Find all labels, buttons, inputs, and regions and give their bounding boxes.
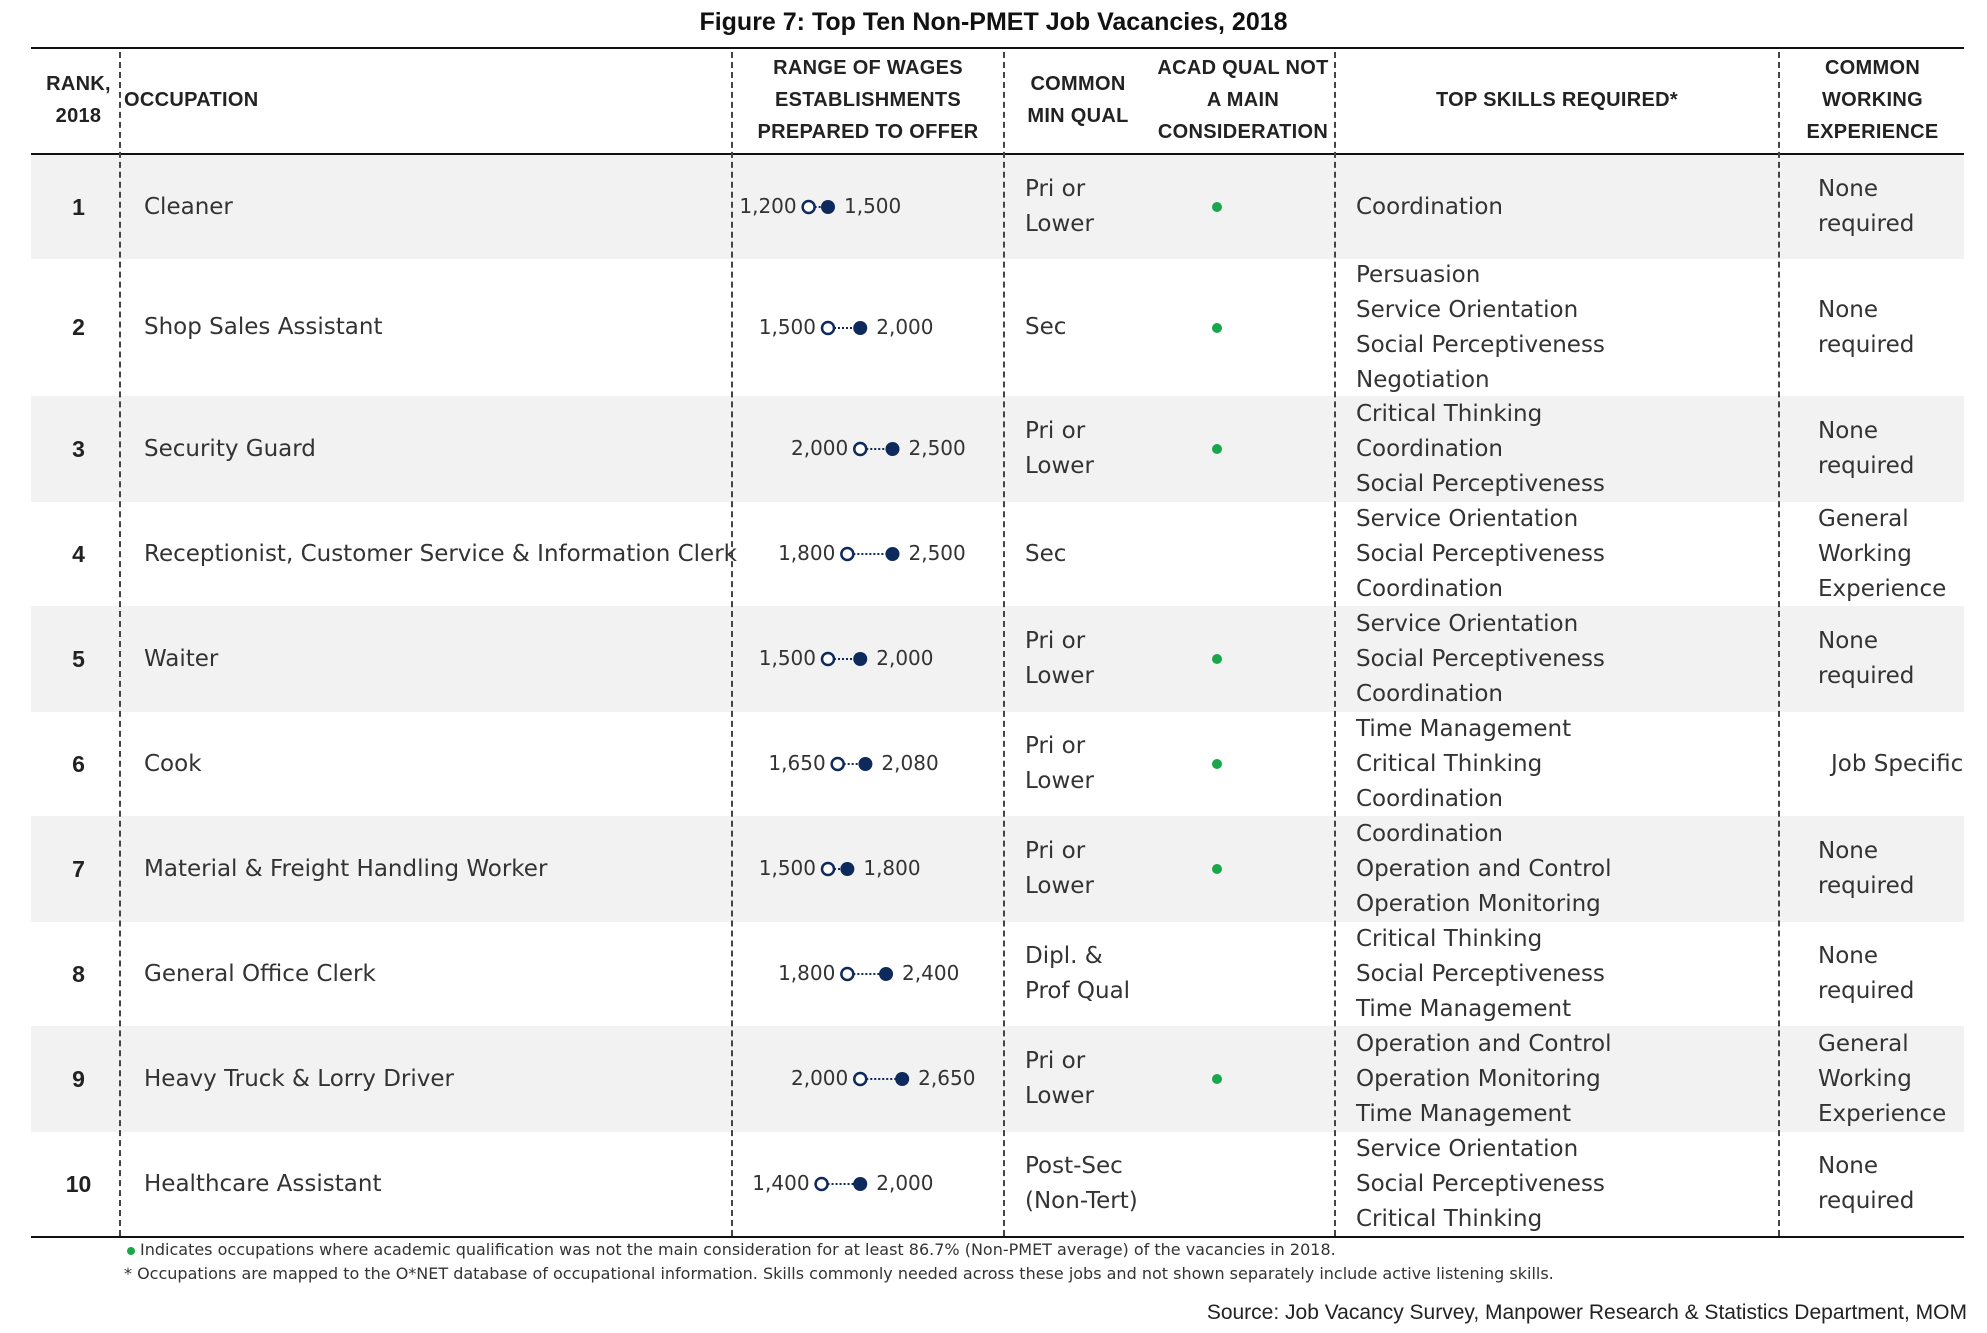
footnote-onet: * Occupations are mapped to the O*NET database of occupational information. Skills commonly needed across these jobs and not shown separately include active listening skills. — [124, 1264, 1554, 1283]
table-row — [31, 502, 1964, 606]
source-note: Source: Job Vacancy Survey, Manpower Research & Statistics Department, MOM — [1206, 1301, 1967, 1324]
rank-cell: 8 — [72, 961, 85, 987]
header-acad-qual: ACAD QUAL NOT A MAIN CONSIDERATION — [1157, 57, 1329, 143]
skill-item: Time Management — [1356, 716, 1572, 742]
skill-item: Social Perceptiveness — [1356, 541, 1605, 567]
skills-cell — [1356, 1132, 1605, 1237]
wage-high-label: 2,400 — [902, 961, 960, 985]
occupation-cell: Shop Sales Assistant — [144, 314, 383, 340]
min-qual-cell — [1025, 1044, 1094, 1114]
experience-line: Working — [1818, 541, 1912, 567]
wage-high-label: 2,500 — [908, 436, 966, 460]
skills-cell — [1356, 397, 1605, 502]
min-qual-line: Pri or — [1025, 733, 1086, 759]
footnote-green: Indicates occupations where academic qualification was not the main consideration for at least 86.7% (Non-PMET average) of the vacancies in 2018. — [140, 1240, 1336, 1259]
experience-cell — [1831, 747, 1963, 782]
skill-item: Negotiation — [1356, 367, 1490, 393]
wage-range-chart — [31, 155, 1964, 259]
table-row — [31, 922, 1964, 1026]
divider-acad — [1334, 52, 1336, 1236]
rank-cell: 5 — [72, 646, 85, 672]
wage-high-label: 2,000 — [876, 315, 934, 339]
header-min-qual: COMMON MIN QUAL — [1027, 73, 1129, 127]
experience-line: None — [1818, 838, 1879, 864]
header-rank: RANK, 2018 — [46, 73, 111, 127]
wage-range-chart — [31, 259, 1964, 396]
wage-low-marker — [854, 443, 866, 455]
rank-cell: 3 — [72, 436, 85, 462]
top-rule — [31, 47, 1964, 49]
wage-low-marker — [822, 653, 834, 665]
experience-line: Experience — [1818, 1101, 1947, 1127]
experience-line: None — [1818, 297, 1879, 323]
min-qual-line: Sec — [1025, 314, 1067, 340]
table-row — [31, 606, 1964, 712]
wage-range-chart — [31, 1026, 1964, 1132]
experience-cell — [1818, 172, 1914, 242]
wage-high-label: 2,000 — [876, 1171, 934, 1195]
min-qual-line: Pri or — [1025, 628, 1086, 654]
legend-green-dot — [127, 1247, 135, 1255]
skills-cell — [1356, 190, 1503, 225]
acad-not-main-dot — [1212, 1074, 1222, 1084]
wage-low-label: 1,500 — [758, 856, 816, 880]
skill-item: Coordination — [1356, 436, 1503, 462]
acad-not-main-dot — [1212, 323, 1222, 333]
skill-item: Social Perceptiveness — [1356, 1171, 1605, 1197]
wage-low-label: 1,400 — [752, 1171, 810, 1195]
experience-line: required — [1818, 332, 1915, 358]
experience-line: Experience — [1818, 576, 1947, 602]
occupation-cell: Healthcare Assistant — [144, 1171, 382, 1197]
skill-item: Time Management — [1356, 996, 1572, 1022]
wage-range-chart — [31, 1132, 1964, 1236]
rank-cell: 2 — [72, 314, 85, 340]
wage-range-chart — [31, 712, 1964, 816]
min-qual-line: Lower — [1025, 873, 1094, 899]
wage-high-marker — [840, 862, 854, 876]
acad-not-main-dot — [1212, 864, 1222, 874]
table-row — [31, 712, 1964, 816]
min-qual-cell — [1025, 834, 1094, 904]
wage-high-label: 2,650 — [918, 1066, 976, 1090]
min-qual-line: Pri or — [1025, 176, 1086, 202]
experience-line: None — [1818, 1153, 1879, 1179]
rank-cell: 9 — [72, 1066, 85, 1092]
skill-item: Operation and Control — [1356, 1031, 1612, 1057]
skill-item: Time Management — [1356, 1101, 1572, 1127]
wage-low-marker — [816, 1178, 828, 1190]
occupation-cell: Cleaner — [144, 194, 233, 220]
occupation-cell: Material & Freight Handling Worker — [144, 856, 548, 882]
wage-low-label: 2,000 — [790, 1066, 849, 1090]
wage-high-marker — [853, 652, 867, 666]
wage-low-label: 1,800 — [778, 961, 836, 985]
wage-low-marker — [841, 968, 853, 980]
header-occupation: OCCUPATION — [124, 89, 259, 111]
skill-item: Social Perceptiveness — [1356, 646, 1605, 672]
min-qual-line: Lower — [1025, 1083, 1094, 1109]
skill-item: Service Orientation — [1356, 611, 1579, 637]
wage-low-label: 1,500 — [758, 315, 816, 339]
bottom-rule — [31, 1236, 1964, 1238]
header-skills: TOP SKILLS REQUIRED* — [1436, 89, 1678, 111]
min-qual-line: Sec — [1025, 541, 1067, 567]
skill-item: Critical Thinking — [1356, 926, 1543, 952]
min-qual-cell — [1025, 1149, 1138, 1219]
min-qual-line: Pri or — [1025, 838, 1086, 864]
wage-high-marker — [879, 967, 893, 981]
wage-high-label: 2,500 — [908, 541, 966, 565]
wage-range-chart — [31, 922, 1964, 1026]
skill-item: Critical Thinking — [1356, 1206, 1543, 1232]
wage-high-label: 1,500 — [844, 194, 902, 218]
occupation-cell: Security Guard — [144, 436, 316, 462]
acad-not-main-dot — [1212, 759, 1222, 769]
experience-line: None — [1818, 628, 1879, 654]
skill-item: Critical Thinking — [1356, 401, 1543, 427]
wage-low-marker — [822, 322, 834, 334]
skill-item: Operation Monitoring — [1356, 891, 1601, 917]
min-qual-line: Post-Sec — [1025, 1153, 1123, 1179]
wage-range-chart — [31, 816, 1964, 922]
skill-item: Service Orientation — [1356, 506, 1579, 532]
min-qual-cell — [1025, 537, 1066, 572]
skill-item: Coordination — [1356, 194, 1503, 220]
min-qual-line: Lower — [1025, 663, 1094, 689]
skill-item: Coordination — [1356, 576, 1503, 602]
occupation-cell: General Office Clerk — [144, 961, 376, 987]
experience-line: required — [1818, 453, 1915, 479]
wage-low-label: 1,650 — [768, 751, 826, 775]
skills-cell — [1356, 817, 1612, 922]
skills-cell — [1356, 922, 1605, 1027]
min-qual-cell — [1025, 172, 1094, 242]
acad-not-main-dot — [1212, 202, 1222, 212]
min-qual-line: Pri or — [1025, 1048, 1086, 1074]
wage-high-marker — [895, 1072, 909, 1086]
wage-high-marker — [853, 321, 867, 335]
wage-low-label: 1,500 — [758, 646, 816, 670]
experience-line: Job Specific — [1831, 751, 1964, 777]
skill-item: Coordination — [1356, 786, 1503, 812]
rank-cell: 6 — [72, 751, 85, 777]
wage-range-chart — [31, 396, 1964, 502]
wage-low-marker — [832, 758, 844, 770]
min-qual-cell — [1025, 939, 1130, 1009]
experience-cell — [1818, 1027, 1946, 1132]
divider-occupation — [731, 52, 733, 1236]
skill-item: Coordination — [1356, 821, 1503, 847]
wage-high-marker — [853, 1177, 867, 1191]
experience-line: Working — [1818, 1066, 1912, 1092]
divider-skills — [1778, 52, 1780, 1236]
wage-range-chart — [31, 502, 1964, 606]
wage-high-marker — [821, 200, 835, 214]
min-qual-line: Lower — [1025, 768, 1094, 794]
wage-high-label: 1,800 — [863, 856, 921, 880]
skill-item: Service Orientation — [1356, 1136, 1579, 1162]
experience-cell — [1818, 939, 1914, 1009]
occupation-cell: Waiter — [144, 646, 219, 672]
skill-item: Critical Thinking — [1356, 751, 1543, 777]
skill-item: Service Orientation — [1356, 297, 1579, 323]
acad-not-main-dot — [1212, 444, 1222, 454]
acad-not-main-dot — [1212, 654, 1222, 664]
experience-cell — [1818, 414, 1914, 484]
rank-cell: 1 — [72, 194, 85, 220]
experience-line: required — [1818, 873, 1915, 899]
wage-low-marker — [803, 201, 815, 213]
header-experience: COMMON WORKING EXPERIENCE — [1806, 57, 1939, 143]
experience-cell — [1818, 502, 1946, 607]
wage-high-marker — [858, 757, 872, 771]
table-row — [31, 259, 1964, 396]
experience-line: None — [1818, 176, 1879, 202]
wage-high-marker — [886, 442, 900, 456]
occupation-cell: Cook — [144, 751, 202, 777]
skills-cell — [1356, 502, 1605, 607]
experience-line: None — [1818, 943, 1879, 969]
min-qual-cell — [1025, 310, 1066, 345]
wage-low-label: 1,800 — [778, 541, 836, 565]
wage-high-label: 2,000 — [876, 646, 934, 670]
wage-low-label: 1,200 — [739, 194, 797, 218]
experience-line: required — [1818, 1188, 1915, 1214]
figure-title: Figure 7: Top Ten Non-PMET Job Vacancies, 2018 — [699, 8, 1288, 36]
min-qual-line: Lower — [1025, 453, 1094, 479]
wage-range-chart — [31, 606, 1964, 712]
wage-low-label: 2,000 — [790, 436, 849, 460]
experience-line: required — [1818, 978, 1915, 1004]
skill-item: Social Perceptiveness — [1356, 332, 1605, 358]
experience-cell — [1818, 1149, 1914, 1219]
wage-high-marker — [886, 547, 900, 561]
skill-item: Coordination — [1356, 681, 1503, 707]
wage-low-marker — [841, 548, 853, 560]
rank-cell: 10 — [65, 1171, 92, 1197]
table-row — [31, 155, 1964, 259]
experience-line: required — [1818, 211, 1915, 237]
skill-item: Operation Monitoring — [1356, 1066, 1601, 1092]
experience-line: required — [1818, 663, 1915, 689]
skills-cell — [1356, 258, 1605, 398]
occupation-cell: Heavy Truck & Lorry Driver — [144, 1066, 454, 1092]
experience-line: None — [1818, 418, 1879, 444]
table-row — [31, 1132, 1964, 1236]
skill-item: Social Perceptiveness — [1356, 471, 1605, 497]
experience-cell — [1818, 624, 1914, 694]
table-row — [31, 396, 1964, 502]
skill-item: Social Perceptiveness — [1356, 961, 1605, 987]
header-wages: RANGE OF WAGES ESTABLISHMENTS PREPARED TO OFFER — [757, 57, 979, 143]
experience-line: General — [1818, 506, 1909, 532]
divider-rank — [119, 52, 121, 1236]
wage-low-marker — [854, 1073, 866, 1085]
min-qual-line: (Non-Tert) — [1025, 1188, 1138, 1214]
table-row — [31, 1026, 1964, 1132]
rank-cell: 7 — [72, 856, 85, 882]
skills-cell — [1356, 712, 1571, 817]
min-qual-line: Pri or — [1025, 418, 1086, 444]
skill-item: Operation and Control — [1356, 856, 1612, 882]
min-qual-cell — [1025, 624, 1094, 694]
wage-high-label: 2,080 — [881, 751, 939, 775]
min-qual-line: Dipl. & — [1025, 943, 1103, 969]
experience-line: General — [1818, 1031, 1909, 1057]
min-qual-line: Prof Qual — [1025, 978, 1131, 1004]
min-qual-cell — [1025, 414, 1094, 484]
divider-wages — [1003, 52, 1005, 1236]
experience-cell — [1818, 293, 1914, 363]
experience-cell — [1818, 834, 1914, 904]
min-qual-cell — [1025, 729, 1094, 799]
min-qual-line: Lower — [1025, 211, 1094, 237]
skill-item: Persuasion — [1356, 262, 1481, 288]
skills-cell — [1356, 607, 1605, 712]
wage-low-marker — [822, 863, 834, 875]
rank-cell: 4 — [72, 541, 85, 567]
table-row — [31, 816, 1964, 922]
occupation-cell: Receptionist, Customer Service & Information Clerk — [144, 541, 737, 567]
skills-cell — [1356, 1027, 1612, 1132]
